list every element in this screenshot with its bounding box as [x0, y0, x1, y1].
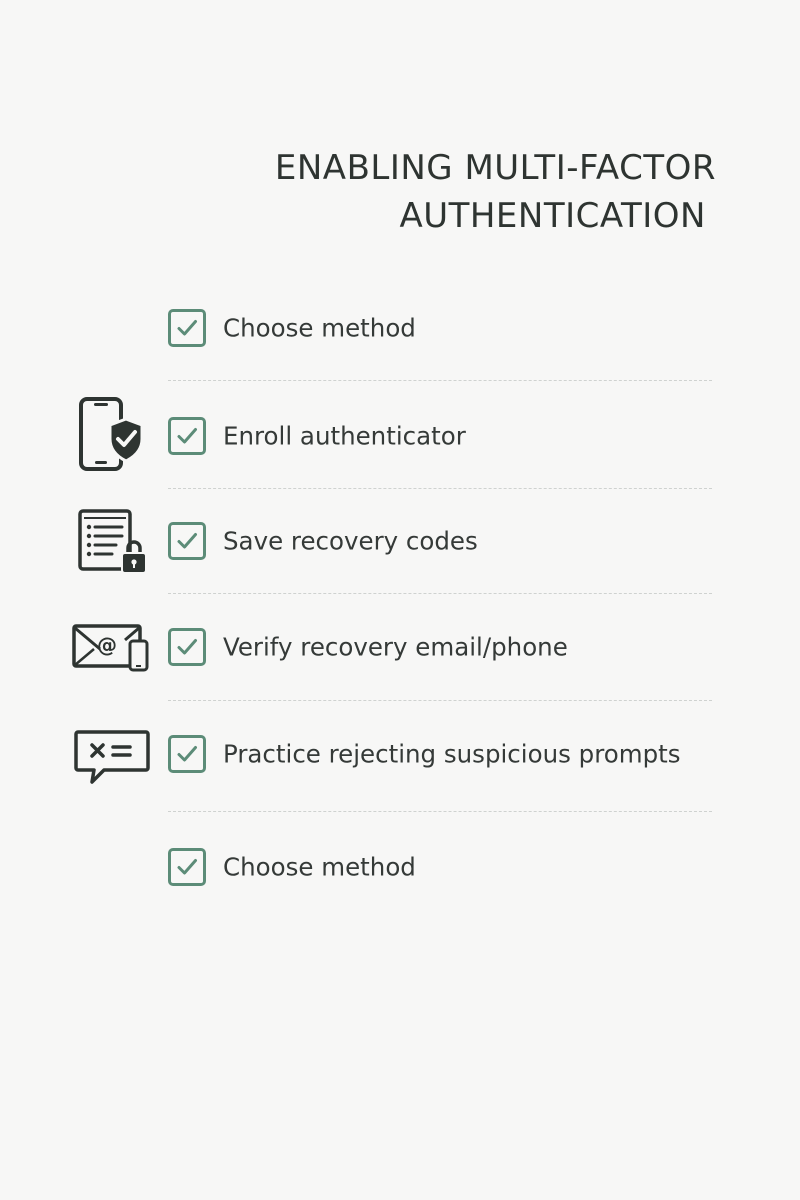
divider	[168, 811, 712, 812]
checklist-item-save-recovery-codes[interactable]	[0, 511, 800, 571]
divider	[168, 380, 712, 381]
checkbox[interactable]	[168, 848, 206, 886]
checklist-item-choose-method[interactable]	[0, 298, 800, 358]
checklist-item-choose-method-repeat[interactable]	[0, 837, 800, 897]
checkmark-icon	[175, 635, 199, 659]
checklist-item-enroll-authenticator[interactable]	[0, 406, 800, 466]
checkmark-icon	[175, 424, 199, 448]
divider	[168, 488, 712, 489]
document-lock-icon	[70, 499, 154, 583]
checkmark-icon	[175, 529, 199, 553]
smartphone-shield-icon	[70, 394, 154, 478]
checklist-item-verify-recovery-contact[interactable]	[0, 617, 800, 677]
checkmark-icon	[175, 742, 199, 766]
checklist-item-label: Enroll authenticator	[223, 421, 466, 451]
checklist-item-label: Choose method	[223, 313, 416, 343]
checklist-item-label: Verify recovery email/phone	[223, 632, 568, 662]
divider	[168, 700, 712, 701]
divider	[168, 593, 712, 594]
checkbox[interactable]	[168, 417, 206, 455]
checkbox[interactable]	[168, 522, 206, 560]
checkmark-icon	[175, 855, 199, 879]
title-line-2: AUTHENTICATION	[399, 196, 706, 236]
checkbox[interactable]	[168, 628, 206, 666]
svg-text:@: @	[97, 633, 117, 657]
title-line-1: ENABLING MULTI-FACTOR	[274, 148, 716, 188]
page-title	[156, 144, 716, 240]
checkmark-icon	[175, 316, 199, 340]
checkbox[interactable]	[168, 309, 206, 347]
chat-reject-icon	[70, 712, 154, 796]
checklist-item-practice-rejecting-prompts[interactable]	[0, 724, 800, 784]
checklist-item-label: Practice rejecting suspicious prompts	[223, 739, 681, 769]
email-phone-icon	[70, 605, 154, 689]
checkbox[interactable]	[168, 735, 206, 773]
checklist-item-label: Save recovery codes	[223, 526, 478, 556]
checklist-item-label: Choose method	[223, 852, 416, 882]
